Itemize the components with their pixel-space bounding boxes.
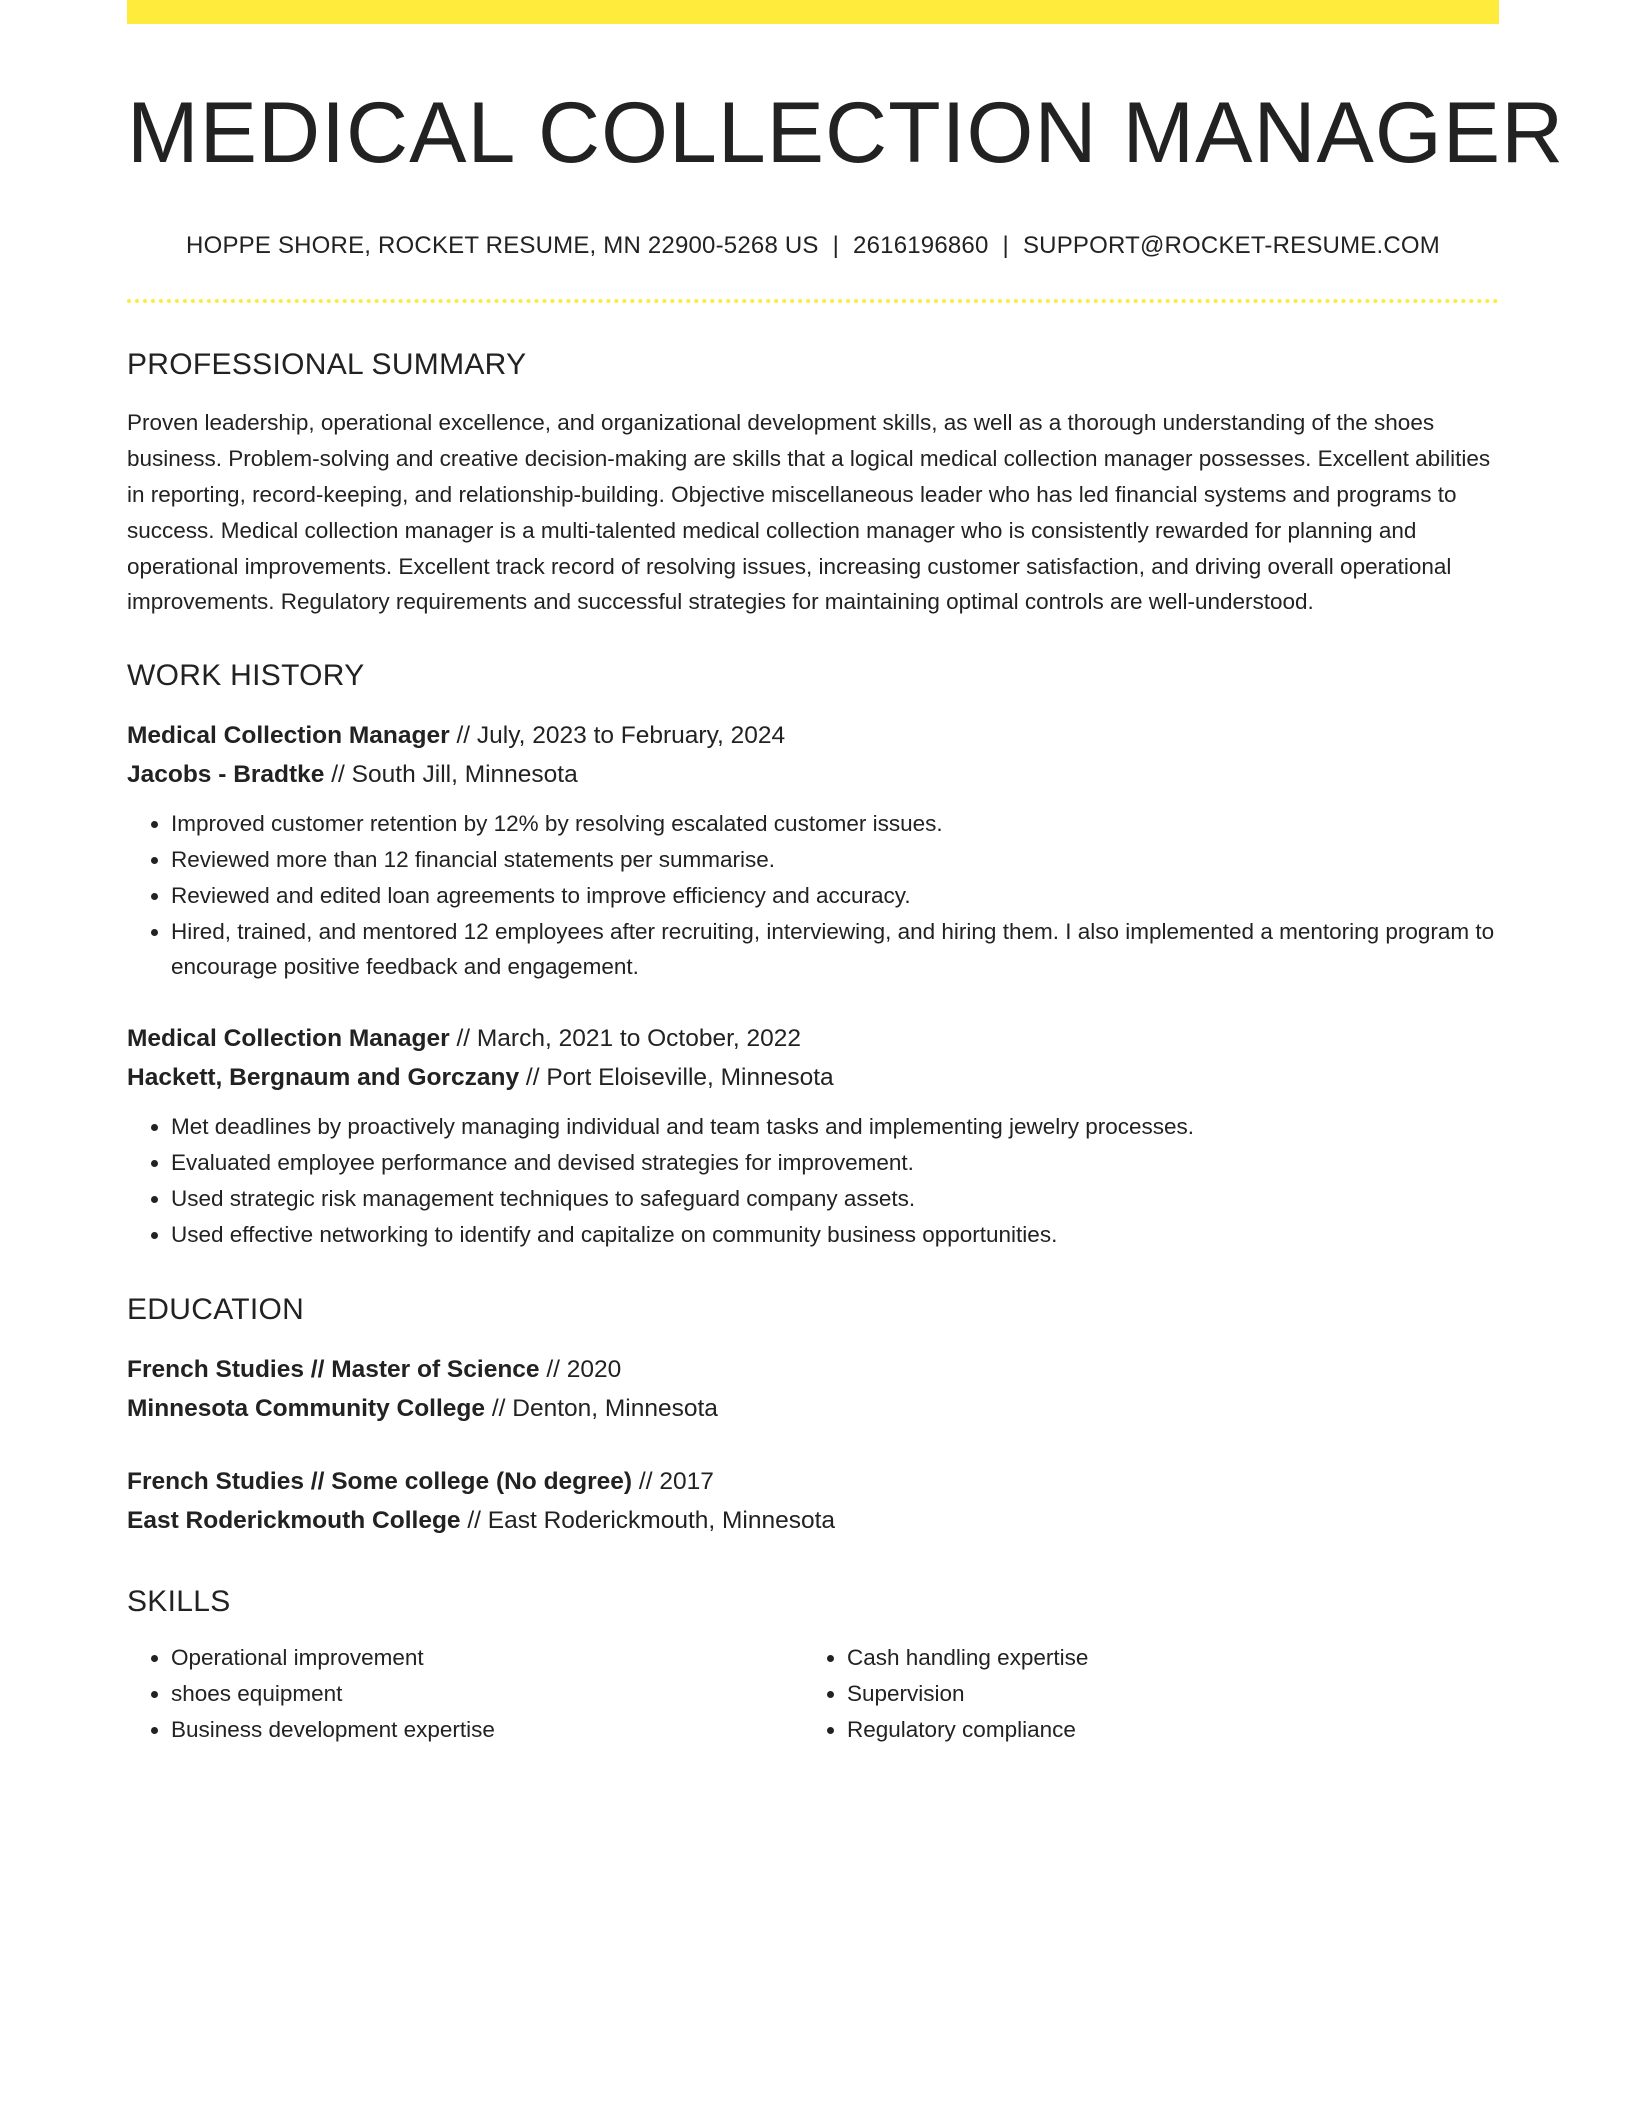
- education-school: Minnesota Community College: [127, 1395, 486, 1423]
- work-section-title: WORK HISTORY: [127, 659, 365, 693]
- dotted-divider: [127, 299, 1499, 303]
- top-accent-bar: [127, 0, 1499, 24]
- job-location: // Port Eloiseville, Minnesota: [525, 1064, 834, 1092]
- education-entry: [127, 1350, 1499, 1428]
- job-bullet: • Hired, trained, and mentored 12 employees after recruiting, interviewing, and hiring them. I also implemented a mentoring program to encourage positive feedback and engagement.: [171, 914, 1499, 986]
- job-company: Jacobs - Bradtke: [127, 761, 325, 789]
- education-degree: French Studies // Some college (No degree): [127, 1468, 633, 1496]
- resume-page: [127, 0, 1565, 1748]
- education-degree-line: [127, 1350, 1499, 1389]
- job-location: // South Jill, Minnesota: [331, 761, 578, 789]
- education-school: East Roderickmouth College: [127, 1507, 461, 1535]
- contact-phone: 2616196860: [853, 232, 989, 260]
- job-title-line: [127, 1019, 1499, 1058]
- skills-section-title: SKILLS: [127, 1585, 231, 1619]
- job-position: Medical Collection Manager: [127, 1025, 450, 1053]
- job-bullet: • Improved customer retention by 12% by resolving escalated customer issues.: [171, 806, 1499, 842]
- job-entry: [127, 716, 1499, 985]
- education-degree: French Studies // Master of Science: [127, 1356, 540, 1384]
- job-bullet: • Met deadlines by proactively managing individual and team tasks and implementing jewelry processes.: [171, 1109, 1499, 1145]
- skill-item: • Regulatory compliance: [847, 1712, 1479, 1748]
- job-title-line: [127, 716, 1499, 755]
- contact-line: [127, 230, 1499, 261]
- summary-text: Proven leadership, operational excellence, and organizational development skills, as well as a thorough understanding of the shoes business. Problem-solving and creative decision-making are skills that a logical medical collection manager possesses. Excellent abilities in reporting, record-keeping, and relationship-building. Objective miscellaneous leader who has led financial systems and programs to success. Medical collection manager is a multi-talented medical collection manager who is consistently rewarded for planning and operational improvements. Excellent track record of resolving issues, increasing customer satisfaction, and driving overall operational improvements. Regulatory requirements and successful strategies for maintaining optimal controls are well-understood.: [127, 410, 1491, 615]
- job-bullet: • Reviewed more than 12 financial statements per summarise.: [171, 842, 1499, 878]
- job-bullets: [127, 1109, 1499, 1252]
- skill-item: • shoes equipment: [171, 1676, 803, 1712]
- education-year: // 2017: [638, 1468, 714, 1496]
- education-entry: [127, 1462, 1499, 1540]
- contact-address: HOPPE SHORE, ROCKET RESUME, MN 22900-5268 US: [186, 232, 819, 260]
- education-section-title: EDUCATION: [127, 1293, 305, 1327]
- skills-column-left: [127, 1640, 803, 1747]
- job-dates: // March, 2021 to October, 2022: [456, 1025, 802, 1053]
- summary-section-title: PROFESSIONAL SUMMARY: [127, 348, 527, 382]
- skills-grid: [127, 1640, 1499, 1747]
- education-school-line: [127, 1389, 1499, 1428]
- education-degree-line: [127, 1462, 1499, 1501]
- job-company-line: [127, 1058, 1499, 1097]
- job-position: Medical Collection Manager: [127, 722, 450, 750]
- education-year: // 2020: [546, 1356, 622, 1384]
- job-bullet: • Evaluated employee performance and devised strategies for improvement.: [171, 1145, 1499, 1181]
- education-school-line: [127, 1501, 1499, 1540]
- education-location: // Denton, Minnesota: [491, 1395, 718, 1423]
- job-company-line: [127, 755, 1499, 794]
- skill-item: • Cash handling expertise: [847, 1640, 1479, 1676]
- job-company: Hackett, Bergnaum and Gorczany: [127, 1064, 520, 1092]
- contact-separator: |: [1002, 232, 1009, 260]
- education-location: // East Roderickmouth, Minnesota: [467, 1507, 836, 1535]
- job-bullet: • Used effective networking to identify and capitalize on community business opportunities.: [171, 1217, 1499, 1253]
- skills-list: [803, 1640, 1479, 1747]
- contact-separator: |: [832, 232, 840, 260]
- job-dates: // July, 2023 to February, 2024: [456, 722, 786, 750]
- job-bullet: • Used strategic risk management techniques to safeguard company assets.: [171, 1181, 1499, 1217]
- job-bullets: [127, 806, 1499, 985]
- skill-item: • Operational improvement: [171, 1640, 803, 1676]
- contact-email: SUPPORT@ROCKET-RESUME.COM: [1022, 232, 1440, 260]
- job-bullet: • Reviewed and edited loan agreements to improve efficiency and accuracy.: [171, 878, 1499, 914]
- skills-column-right: [803, 1640, 1479, 1747]
- skill-item: • Business development expertise: [171, 1712, 803, 1748]
- job-entry: [127, 1019, 1499, 1252]
- skills-list: [127, 1640, 803, 1747]
- skill-item: • Supervision: [847, 1676, 1479, 1712]
- resume-name-heading: MEDICAL COLLECTION MANAGER: [127, 85, 1565, 181]
